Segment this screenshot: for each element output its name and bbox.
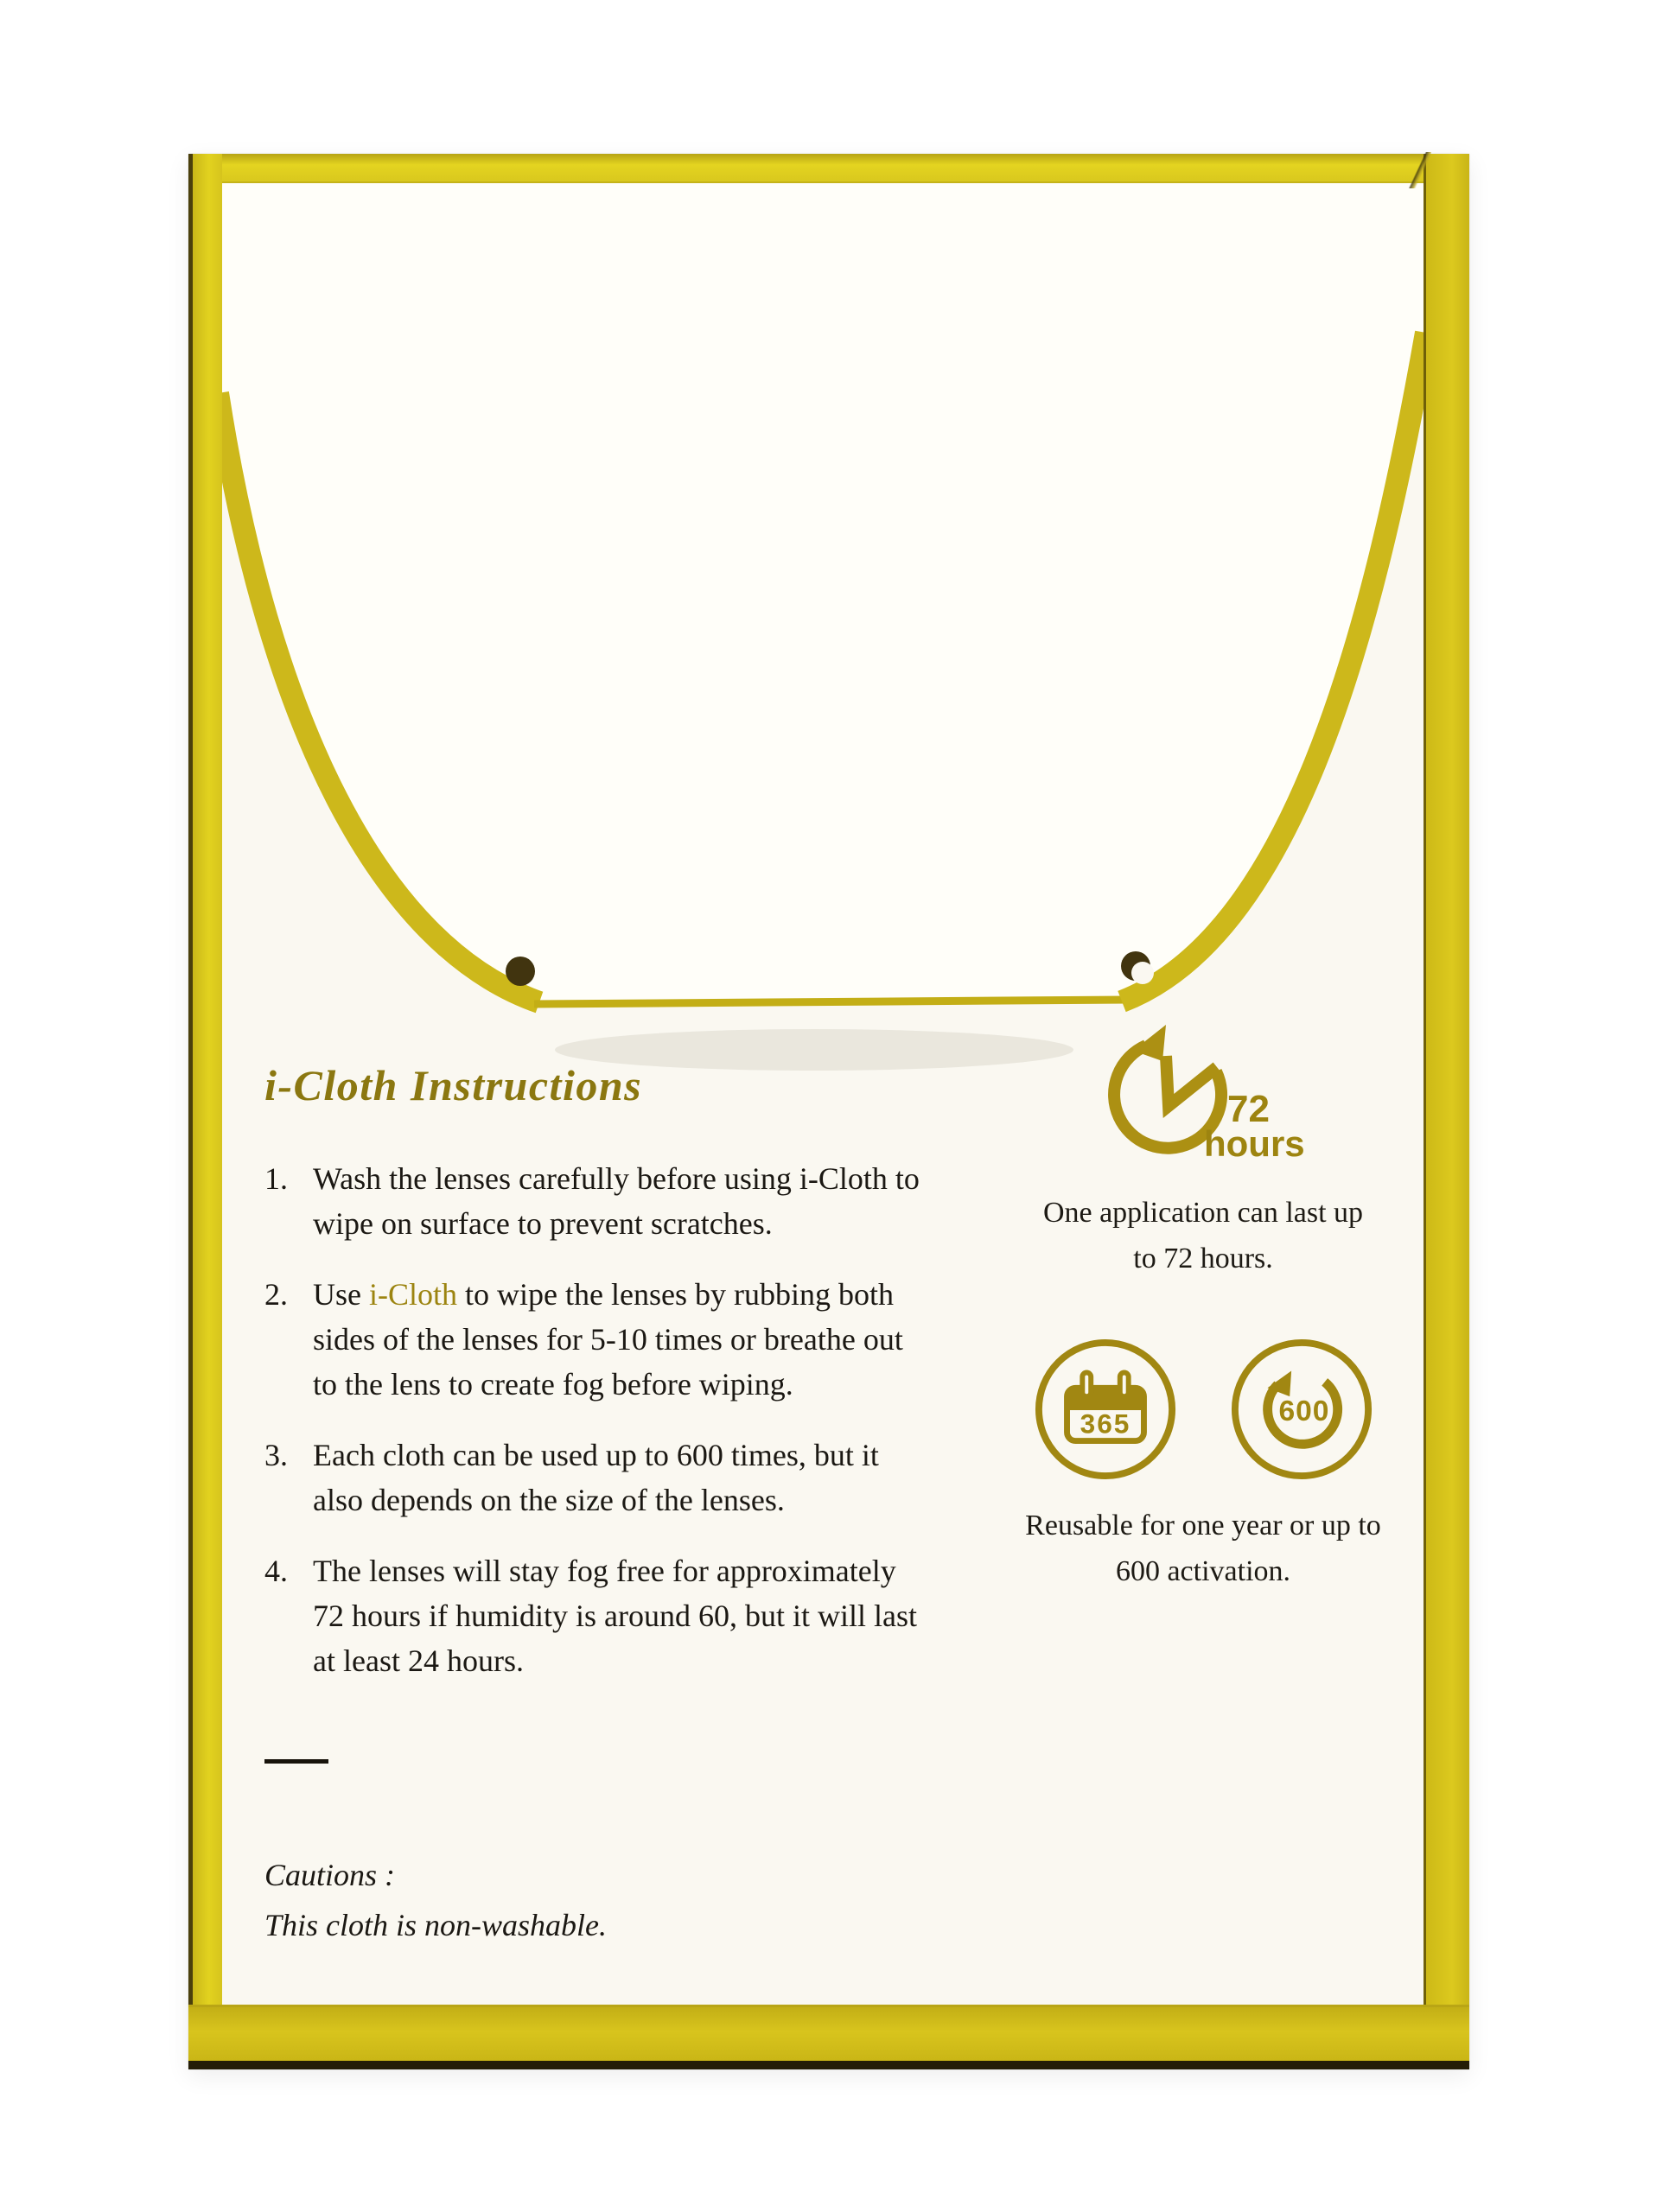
instruction-line: also depends on the size of the lenses.	[313, 1483, 785, 1517]
caption-72-line: One application can last up	[1042, 1197, 1364, 1229]
instruction-line: sides of the lenses for 5-10 times or breathe out	[313, 1322, 903, 1357]
corner-crease	[1407, 152, 1431, 188]
caption-reuse	[1013, 1503, 1393, 1594]
instruction-line: wipe on surface to prevent scratches.	[313, 1206, 773, 1241]
cautions-text: This cloth is non-washable.	[264, 1908, 608, 1942]
caption-reuse-line: Reusable for one year or up to	[1025, 1510, 1381, 1541]
instruction-line: 72 hours if humidity is around 60, but it will last	[313, 1599, 917, 1633]
caption-reuse-line: 600 activation.	[1115, 1555, 1291, 1587]
badge-600-value: 600	[1277, 1395, 1329, 1427]
package-back-panel	[188, 154, 1469, 2069]
reuse-badges-row	[1013, 1337, 1393, 1482]
instruction-item-3	[264, 1433, 1042, 1522]
instruction-text: Use	[313, 1277, 369, 1312]
divider-line	[264, 1759, 328, 1764]
caption-72	[1013, 1190, 1393, 1281]
refresh-600-icon	[1229, 1337, 1374, 1482]
clock-72-icon	[1095, 1018, 1311, 1169]
flap-slot-line	[534, 1000, 1129, 1004]
caption-72-line: to 72 hours.	[1133, 1243, 1273, 1274]
instruction-number: 2.	[264, 1277, 288, 1312]
thumb-notch-right-hole	[1131, 962, 1154, 984]
instruction-item-2	[264, 1272, 1042, 1407]
instruction-number: 4.	[264, 1554, 288, 1588]
instruction-line	[313, 1272, 1042, 1317]
instruction-text: to wipe the lenses by rubbing both	[457, 1277, 894, 1312]
page-title: i-Cloth Instructions	[264, 1061, 643, 1109]
box-edge-top	[188, 154, 1469, 183]
instruction-line: Wash the lenses carefully before using i-Cloth to	[313, 1161, 920, 1196]
box-edge-bottom	[188, 2005, 1469, 2069]
instruction-number: 3.	[264, 1438, 288, 1472]
instruction-line: at least 24 hours.	[313, 1643, 524, 1678]
box-edge-right	[1424, 154, 1469, 2069]
instruction-item-1	[264, 1156, 1042, 1246]
instruction-line: Each cloth can be used up to 600 times, but it	[313, 1438, 879, 1472]
calendar-ring-left	[1082, 1373, 1091, 1397]
badge-72-value: 72	[1227, 1088, 1270, 1130]
box-edge-left	[188, 154, 222, 2069]
calendar-365-icon	[1033, 1337, 1178, 1482]
instruction-line: The lenses will stay fog free for approximately	[313, 1554, 896, 1588]
instructions-section	[264, 1058, 1042, 1950]
cautions-label: Cautions :	[264, 1858, 396, 1892]
instruction-number: 1.	[264, 1161, 288, 1196]
instruction-list	[264, 1156, 1042, 1683]
calendar-header	[1067, 1388, 1143, 1410]
calendar-ring-right	[1119, 1373, 1128, 1397]
thumb-notch-left	[506, 957, 535, 986]
brand-name-highlight: i-Cloth	[369, 1277, 458, 1312]
badge-365-value: 365	[1080, 1408, 1131, 1440]
cautions-block	[264, 1850, 1042, 1950]
badge-72-unit: hours	[1204, 1123, 1305, 1164]
badges-section	[1013, 1018, 1393, 1594]
clock-hands	[1166, 1056, 1217, 1106]
instruction-item-4	[264, 1548, 1042, 1683]
instruction-line: to the lens to create fog before wiping.	[313, 1367, 793, 1402]
